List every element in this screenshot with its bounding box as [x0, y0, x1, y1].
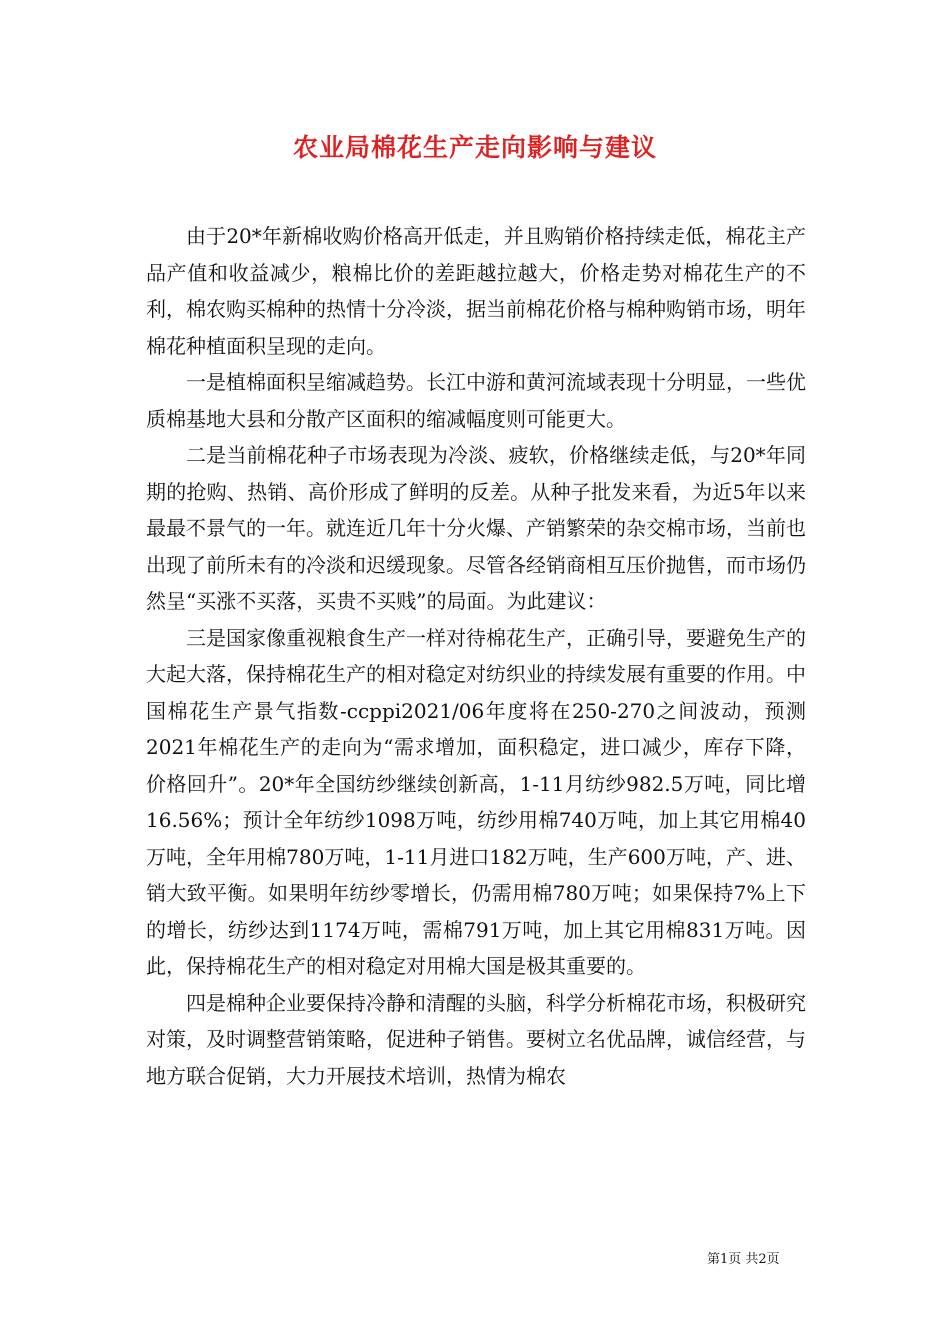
- paragraph-point-three: 三是国家像重视粮食生产一样对待棉花生产，正确引导，要避免生产的大起大落，保持棉花生产的相对稳定对纺织业的持续发展有重要的作用。中国棉花生产景气指数-ccppi2021/06年度将在250-270之间波动，预测2021年棉花生产的走向为“需求增加，面积稳定，进口减少，库存下降，价格回升”。20*年全国纺纱继续创新高，1-11月纺纱982.5万吨，同比增16.56%；预计全年纺纱1098万吨，纺纱用棉740万吨，加上其它用棉40万吨，全年用棉780万吨，1-11月进口182万吨，生产600万吨，产、进、销大致平衡。如果明年纺纱零增长，仍需用棉780万吨；如果保持7%上下的增长，纺纱达到1174万吨，需棉791万吨，加上其它用棉831万吨。因此，保持棉花生产的相对稳定对用棉大国是极其重要的。: [146, 625, 806, 978]
- paragraph-point-two: 二是当前棉花种子市场表现为冷淡、疲软，价格继续走低，与20*年同期的抢购、热销、高价形成了鲜明的反差。从种子批发来看，为近5年以来最最不景气的一年。就连近几年十分火爆、产销繁荣的杂交棉市场，当前也出现了前所未有的冷淡和迟缓现象。尽管各经销商相互压价抛售，而市场仍然呈“买涨不买落，买贵不买贱”的局面。为此建议：: [146, 443, 806, 613]
- paragraph-point-four: 四是棉种企业要保持冷静和清醒的头脑，科学分析棉花市场，积极研究对策，及时调整营销策略，促进种子销售。要树立名优品牌，诚信经营，与地方联合促销，大力开展技术培训，热情为棉农: [146, 990, 806, 1088]
- paragraph-point-one: 一是植棉面积呈缩减趋势。长江中游和黄河流域表现十分明显，一些优质棉基地大县和分散产区面积的缩减幅度则可能更大。: [146, 370, 806, 431]
- page-number-footer: 第1页 共2页: [707, 1252, 780, 1267]
- document-body: [146, 218, 806, 1094]
- paragraph-intro: 由于20*年新棉收购价格高开低走，并且购销价格持续走低，棉花主产品产值和收益减少，粮棉比价的差距越拉越大，价格走势对棉花生产的不利，棉农购买棉种的热情十分冷淡，据当前棉花价格与棉种购销市场，明年棉花种植面积呈现的走向。: [146, 224, 806, 358]
- document-title: 农业局棉花生产走向影响与建议: [292, 133, 657, 162]
